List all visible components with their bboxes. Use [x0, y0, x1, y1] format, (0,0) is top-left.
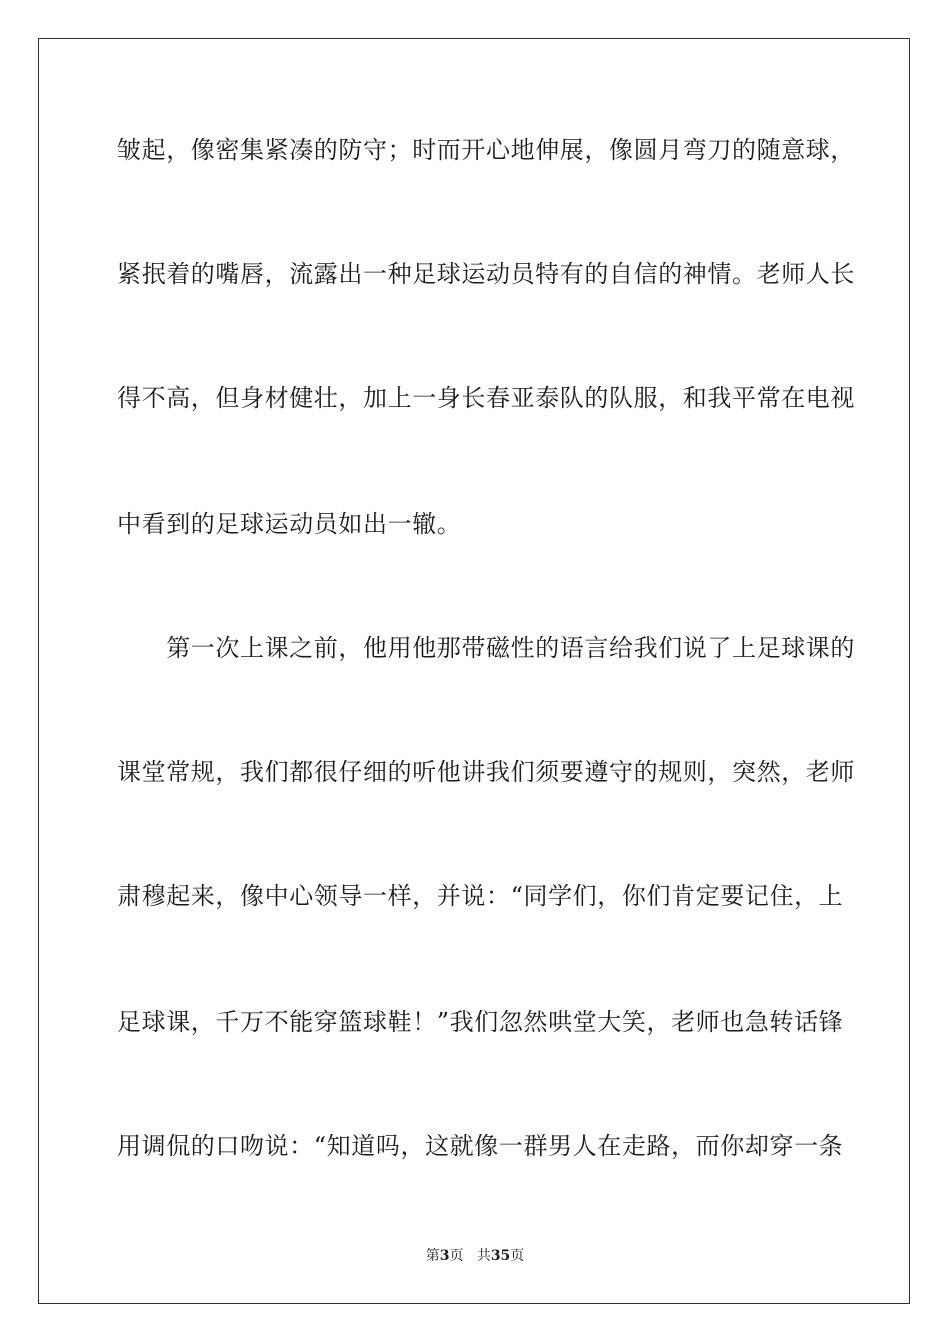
- footer-total-pages: 35: [490, 1248, 511, 1264]
- footer-total-prefix: 共: [476, 1248, 491, 1264]
- footer-total-suffix: 页: [510, 1248, 525, 1264]
- footer-page-prefix: 第: [425, 1248, 440, 1264]
- page-footer: [0, 1247, 950, 1265]
- page-border: [38, 38, 910, 1304]
- body-line-8: 足球课，千万不能穿篮球鞋！”我们忽然哄堂大笑，老师也急转话锋: [117, 1008, 844, 1036]
- body-line-3: 得不高，但身材健壮，加上一身长春亚泰队的队服，和我平常在电视: [117, 384, 855, 412]
- footer-page-number: 3: [439, 1248, 450, 1264]
- body-line-5: 第一次上课之前，他用他那带磁性的语言给我们说了上足球课的: [117, 634, 855, 662]
- body-line-9: 用调侃的口吻说：“知道吗，这就像一群男人在走路，而你却穿一条: [117, 1132, 844, 1160]
- body-line-6: 课堂常规，我们都很仔细的听他讲我们须要遵守的规则，突然，老师: [117, 758, 855, 786]
- body-line-2: 紧抿着的嘴唇，流露出一种足球运动员特有的自信的神情。老师人长: [117, 260, 855, 288]
- footer-page-suffix: 页: [449, 1248, 464, 1264]
- body-line-4: 中看到的足球运动员如出一辙。: [117, 510, 462, 538]
- body-line-1: 皱起，像密集紧凑的防守；时而开心地伸展，像圆月弯刀的随意球，: [117, 136, 855, 164]
- body-line-7: 肃穆起来，像中心领导一样，并说：“同学们，你们肯定要记住，上: [117, 882, 844, 910]
